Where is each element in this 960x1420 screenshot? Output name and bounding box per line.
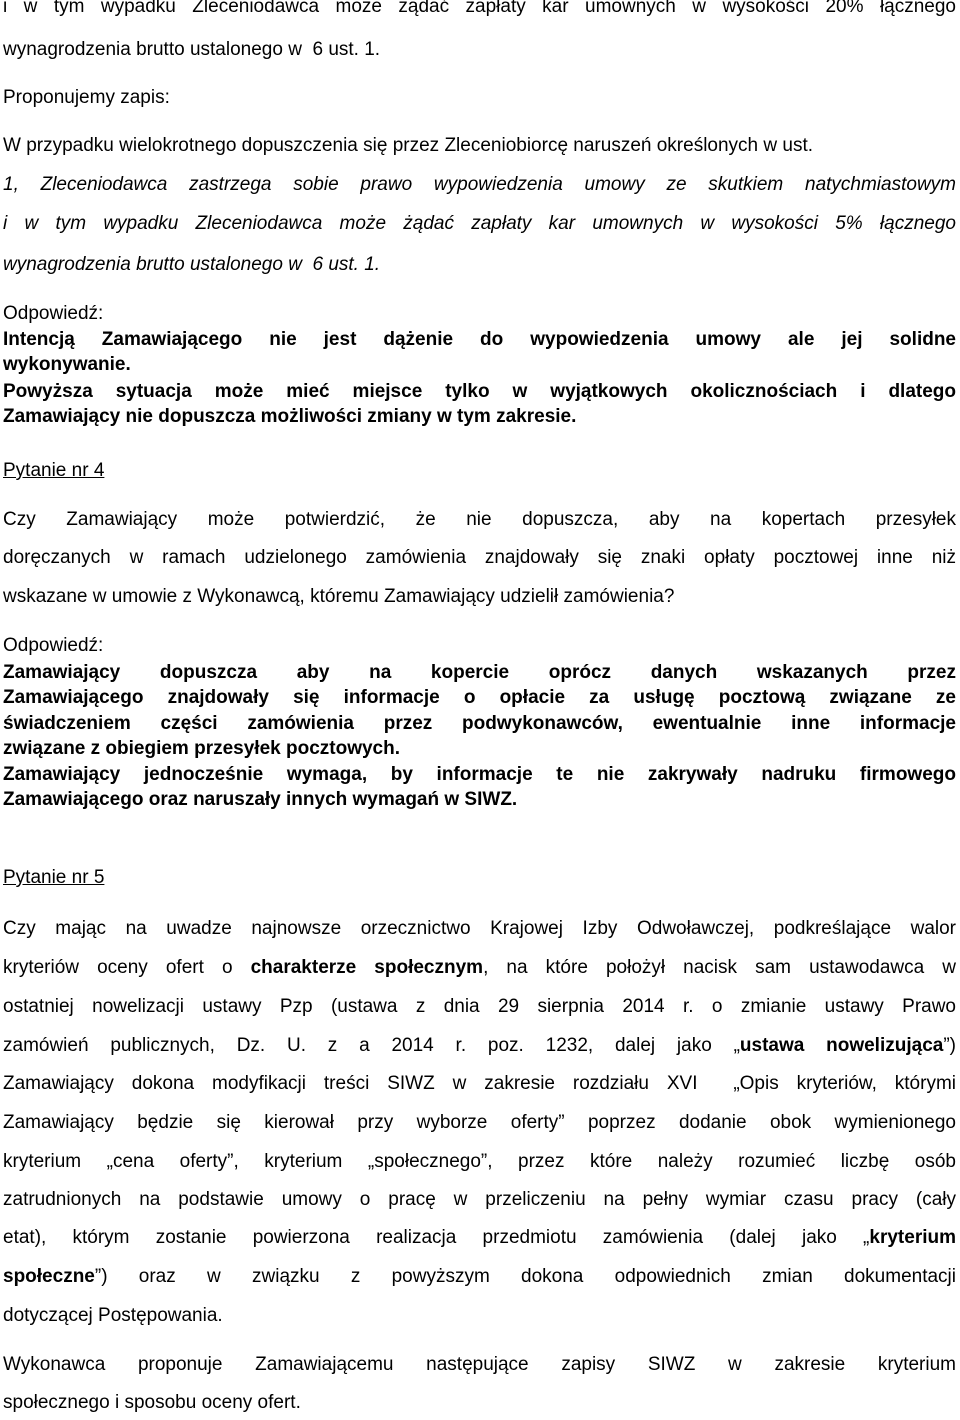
text-line: Zamawiający dokona modyfikacji treści SIWZ w zakresie rozdziału XVI „Opis kryteriów, którymi	[3, 1073, 956, 1094]
text-fragment: etat), którym zostanie powierzona realizacja przedmiotu zamówienia (dalej jako „	[3, 1227, 870, 1248]
text-line	[3, 1226, 956, 1250]
answer-heading: Odpowiedź:	[3, 635, 104, 656]
text-line	[3, 1265, 956, 1289]
emphasis-text: charakterze społecznym	[250, 957, 484, 978]
text-fragment: ”)	[943, 1035, 956, 1056]
text-line	[3, 956, 956, 980]
text-line: Intencją Zamawiającego nie jest dążenie do wypowiedzenia umowy ale jej solidne	[3, 329, 956, 350]
emphasis-text: kryterium	[869, 1227, 956, 1248]
text-line: społecznego i sposobu oceny ofert.	[3, 1392, 301, 1413]
text-line: doręczanych w ramach udzielonego zamówienia znajdowały się znaki opłaty pocztowej inne niż	[3, 547, 956, 568]
emphasis-text: ustawa nowelizująca	[739, 1035, 944, 1056]
text-line: związane z obiegiem przesyłek pocztowych.	[3, 738, 401, 759]
text-line: Czy mając na uwadze najnowsze orzecznictwo Krajowej Izby Odwoławczej, podkreślające walor	[3, 918, 956, 939]
text-line: Zamawiającego oraz naruszały innych wymagań w SIWZ.	[3, 789, 518, 810]
text-line: Zamawiający będzie się kierował przy wyborze oferty” poprzez dodanie obok wymienionego	[3, 1112, 956, 1133]
question-heading: Pytanie nr 5	[3, 867, 105, 888]
text-fragment: ”) oraz w związku z powyższym dokona odpowiednich zmian dokumentacji	[94, 1266, 956, 1287]
question-heading: Pytanie nr 4	[3, 460, 105, 481]
text-line: Wykonawca proponuje Zamawiającemu następujące zapisy SIWZ w zakresie kryterium	[3, 1354, 956, 1375]
text-line: kryterium „cena oferty”, kryterium „społecznego”, przez które należy rozumieć liczbę osób	[3, 1151, 956, 1172]
text-fragment: kryteriów oceny ofert o	[3, 957, 251, 978]
text-line: i w tym wypadku Zleceniodawca może żądać zapłaty kar umownych w wysokości 20% łącznego	[3, 0, 956, 17]
proposal-heading: Proponujemy zapis:	[3, 87, 170, 108]
text-line: Czy Zamawiający może potwierdzić, że nie dopuszcza, aby na kopertach przesyłek	[3, 509, 956, 530]
text-line: ostatniej nowelizacji ustawy Pzp (ustawa z dnia 29 sierpnia 2014 r. o zmianie ustawy Prawo	[3, 996, 956, 1017]
text-line: Powyższa sytuacja może mieć miejsce tylko w wyjątkowych okolicznościach i dlatego	[3, 381, 956, 402]
text-line: wykonywanie.	[3, 354, 131, 375]
text-fragment: zamówień publicznych, Dz. U. z a 2014 r. poz. 1232, dalej jako „	[3, 1035, 740, 1056]
text-line: 1, Zleceniodawca zastrzega sobie prawo wypowiedzenia umowy ze skutkiem natychmiastowym	[3, 174, 956, 195]
text-line: Zamawiającego znajdowały się informacje o opłacie za usługę pocztową związane ze	[3, 687, 956, 708]
text-line: dotyczącej Postępowania.	[3, 1305, 223, 1326]
text-line: zatrudnionych na podstawie umowy o pracę w przeliczeniu na pełny wymiar czasu pracy (cały	[3, 1189, 956, 1210]
text-fragment: , na które położył nacisk sam ustawodawca w	[483, 957, 956, 978]
text-line	[3, 1034, 956, 1058]
answer-heading: Odpowiedź:	[3, 303, 104, 324]
text-line: W przypadku wielokrotnego dopuszczenia się przez Zleceniobiorcę naruszeń określonych w ust.	[3, 135, 814, 156]
emphasis-text: społeczne	[3, 1266, 95, 1287]
text-line: świadczeniem części zamówienia przez podwykonawców, ewentualnie inne informacje	[3, 713, 956, 734]
text-line: wskazane w umowie z Wykonawcą, któremu Zamawiający udzielił zamówienia?	[3, 586, 675, 607]
text-line: Zamawiający nie dopuszcza możliwości zmiany w tym zakresie.	[3, 406, 577, 427]
text-line: i w tym wypadku Zleceniodawca może żądać zapłaty kar umownych w wysokości 5% łącznego	[3, 213, 956, 234]
text-fragment: wynagrodzenia brutto ustalonego w 6 ust. 1.	[3, 39, 381, 60]
text-line: Zamawiający jednocześnie wymaga, by informacje te nie zakrywały nadruku firmowego	[3, 764, 956, 785]
text-line	[3, 38, 380, 62]
text-line: Zamawiający dopuszcza aby na kopercie oprócz danych wskazanych przez	[3, 662, 956, 683]
text-line: wynagrodzenia brutto ustalonego w 6 ust. 1.	[3, 254, 381, 275]
